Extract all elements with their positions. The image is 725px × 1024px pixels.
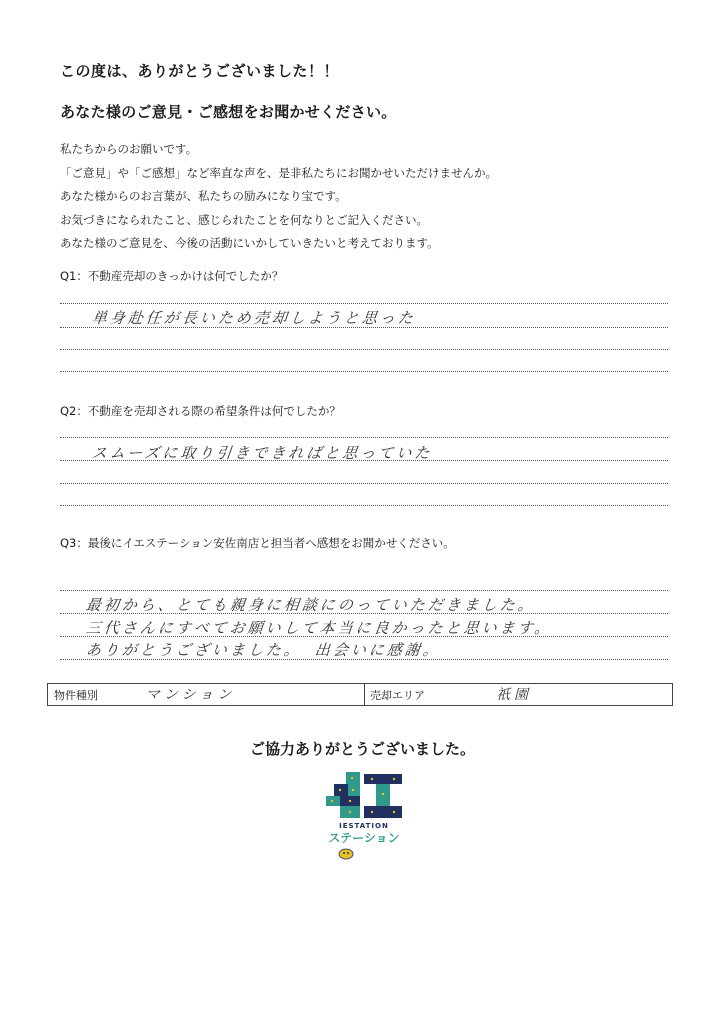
intro-line: 「ご意見」や「ご感想」など率直な声を、是非私たちにお聞かせいただけませんか。 bbox=[60, 165, 497, 180]
property-table bbox=[47, 683, 673, 706]
logo-i-shape bbox=[326, 772, 360, 818]
question-3-label: Q3：最後にイエステーション安佐南店と担当者へ感想をお聞かせください。 bbox=[60, 536, 455, 550]
answer-3-line-4: 出会いに感謝。 bbox=[314, 641, 442, 659]
area-label: 売却エリア bbox=[370, 689, 425, 702]
answer-line bbox=[60, 590, 668, 591]
question-2-label: Q2：不動産を売却される際の希望条件は何でしたか？ bbox=[60, 404, 341, 418]
intro-text bbox=[60, 138, 497, 256]
answer-line bbox=[60, 303, 668, 304]
answer-line bbox=[60, 505, 668, 506]
answer-line bbox=[60, 613, 668, 614]
answer-2-text: スムーズに取り引きできればと思っていた bbox=[91, 444, 434, 462]
page-subtitle: あなた様のご意見・ご感想をお聞かせください。 bbox=[60, 103, 397, 121]
intro-line: あなた様のご意見を、今後の活動にいかしていきたいと考えております。 bbox=[60, 236, 439, 250]
answer-3-line-2: 三代さんにすべてお願いして本当に良かったと思います。 bbox=[85, 619, 554, 637]
answer-line bbox=[60, 460, 668, 461]
answer-line bbox=[60, 371, 668, 372]
iestation-logo bbox=[322, 770, 406, 862]
answer-line bbox=[60, 483, 668, 484]
logo-small-text: IESTATION bbox=[339, 822, 389, 830]
intro-line: 私たちからのお願いです。 bbox=[60, 142, 198, 156]
answer-1-text: 単身赴任が長いため売却しようと思った bbox=[91, 309, 417, 327]
intro-line: お気づきになられたこと、感じられたことを何なりとご記入ください。 bbox=[60, 212, 428, 227]
table-divider bbox=[364, 684, 365, 705]
answer-3-line-3: ありがとうございました。 bbox=[85, 641, 303, 659]
area-value: 祇園 bbox=[496, 687, 532, 703]
answer-3-line-1: 最初から、とても親身に相談にのっていただきました。 bbox=[85, 596, 537, 614]
logo-e-shape bbox=[364, 774, 402, 818]
answer-line bbox=[60, 659, 668, 660]
intro-line: あなた様からのお言葉が、私たちの励みになり宝です。 bbox=[60, 189, 347, 203]
answer-line bbox=[60, 437, 668, 438]
answer-line bbox=[60, 349, 668, 350]
page-title: この度は、ありがとうございました！！ bbox=[60, 62, 340, 80]
logo-mascot-icon bbox=[339, 849, 353, 859]
answer-line bbox=[60, 636, 668, 637]
thanks-message: ご協力ありがとうございました。 bbox=[249, 740, 475, 758]
question-1-label: Q1：不動産売却のきっかけは何でしたか？ bbox=[60, 269, 284, 283]
answer-line bbox=[60, 327, 668, 328]
property-type-value: マンション bbox=[146, 687, 236, 703]
logo-main-text: ステーション bbox=[328, 831, 400, 845]
property-type-label: 物件種別 bbox=[54, 689, 98, 702]
